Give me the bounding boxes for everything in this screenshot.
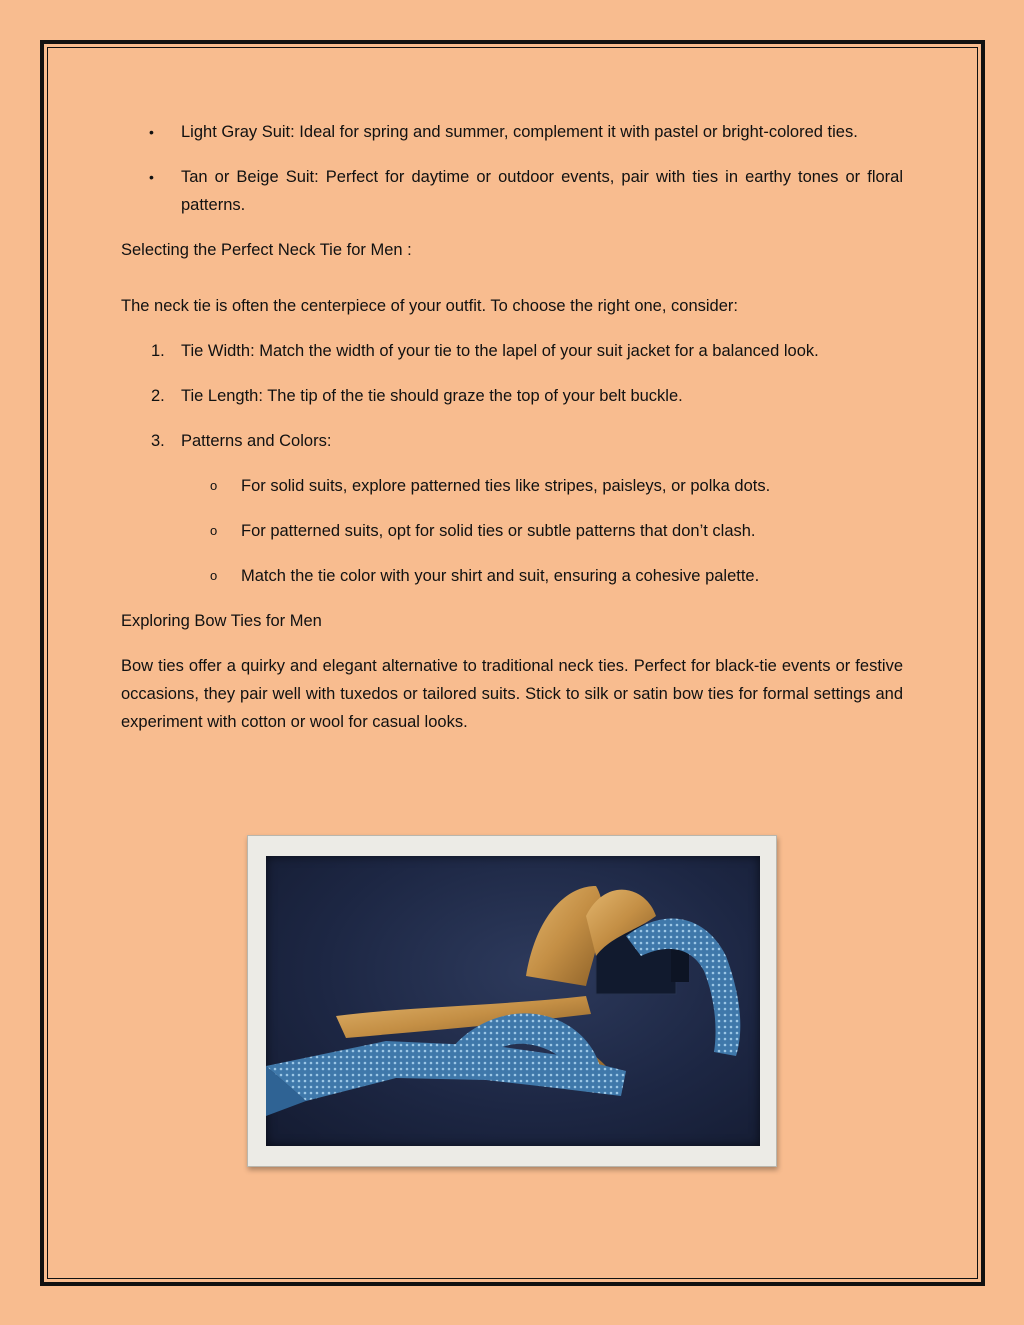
sub-item-match-color [121,562,903,590]
bullet-text: Light Gray Suit: Ideal for spring and summer, complement it with pastel or bright-colored ties. [181,123,858,141]
sub-item-patterned-suits [121,517,903,545]
list-number: 1. [151,342,165,360]
section-body-bow-ties: Bow ties offer a quirky and elegant alternative to traditional neck ties. Perfect for black-tie events or festive occasions, they pair well with tuxedos or tailored suits. Stick to silk or satin bow ties for formal settings and experiment with cotton or wool for casual looks. [121,657,903,731]
list-number: 2. [151,387,165,405]
sub-item-text: For solid suits, explore patterned ties like stripes, paisleys, or polka dots. [241,477,771,495]
sub-bullet-marker: o [210,568,218,583]
numbered-text: Tie Width: Match the width of your tie to the lapel of your suit jacket for a balanced look. [181,342,819,360]
list-number: 3. [151,432,165,450]
bullet-item-tan-beige-suit [121,163,903,219]
numbered-item-patterns-colors [121,427,903,455]
numbered-text: Patterns and Colors: [181,432,332,450]
bullet-item-light-gray-suit [121,118,903,146]
document-body [121,118,903,753]
bullet-marker: • [149,124,154,140]
numbered-item-tie-width [121,337,903,365]
sub-item-solid-suits [121,472,903,500]
bullet-marker: • [149,169,154,185]
section-heading-bow-ties: Exploring Bow Ties for Men [121,612,322,630]
numbered-text: Tie Length: The tip of the tie should graze the top of your belt buckle. [181,387,683,405]
tie-illustration [266,856,760,1146]
tie-photo [266,856,760,1146]
numbered-item-tie-length [121,382,903,410]
photo-frame [247,835,777,1167]
sub-item-text: Match the tie color with your shirt and suit, ensuring a cohesive palette. [241,567,760,585]
section-heading-neck-tie: Selecting the Perfect Neck Tie for Men : [121,241,412,259]
section-intro-neck-tie: The neck tie is often the centerpiece of your outfit. To choose the right one, consider: [121,297,738,315]
sub-item-text: For patterned suits, opt for solid ties or subtle patterns that don’t clash. [241,522,756,540]
bullet-text: Tan or Beige Suit: Perfect for daytime or outdoor events, pair with ties in earthy tones or floral patterns. [181,168,903,214]
sub-bullet-marker: o [210,478,218,493]
sub-bullet-marker: o [210,523,218,538]
